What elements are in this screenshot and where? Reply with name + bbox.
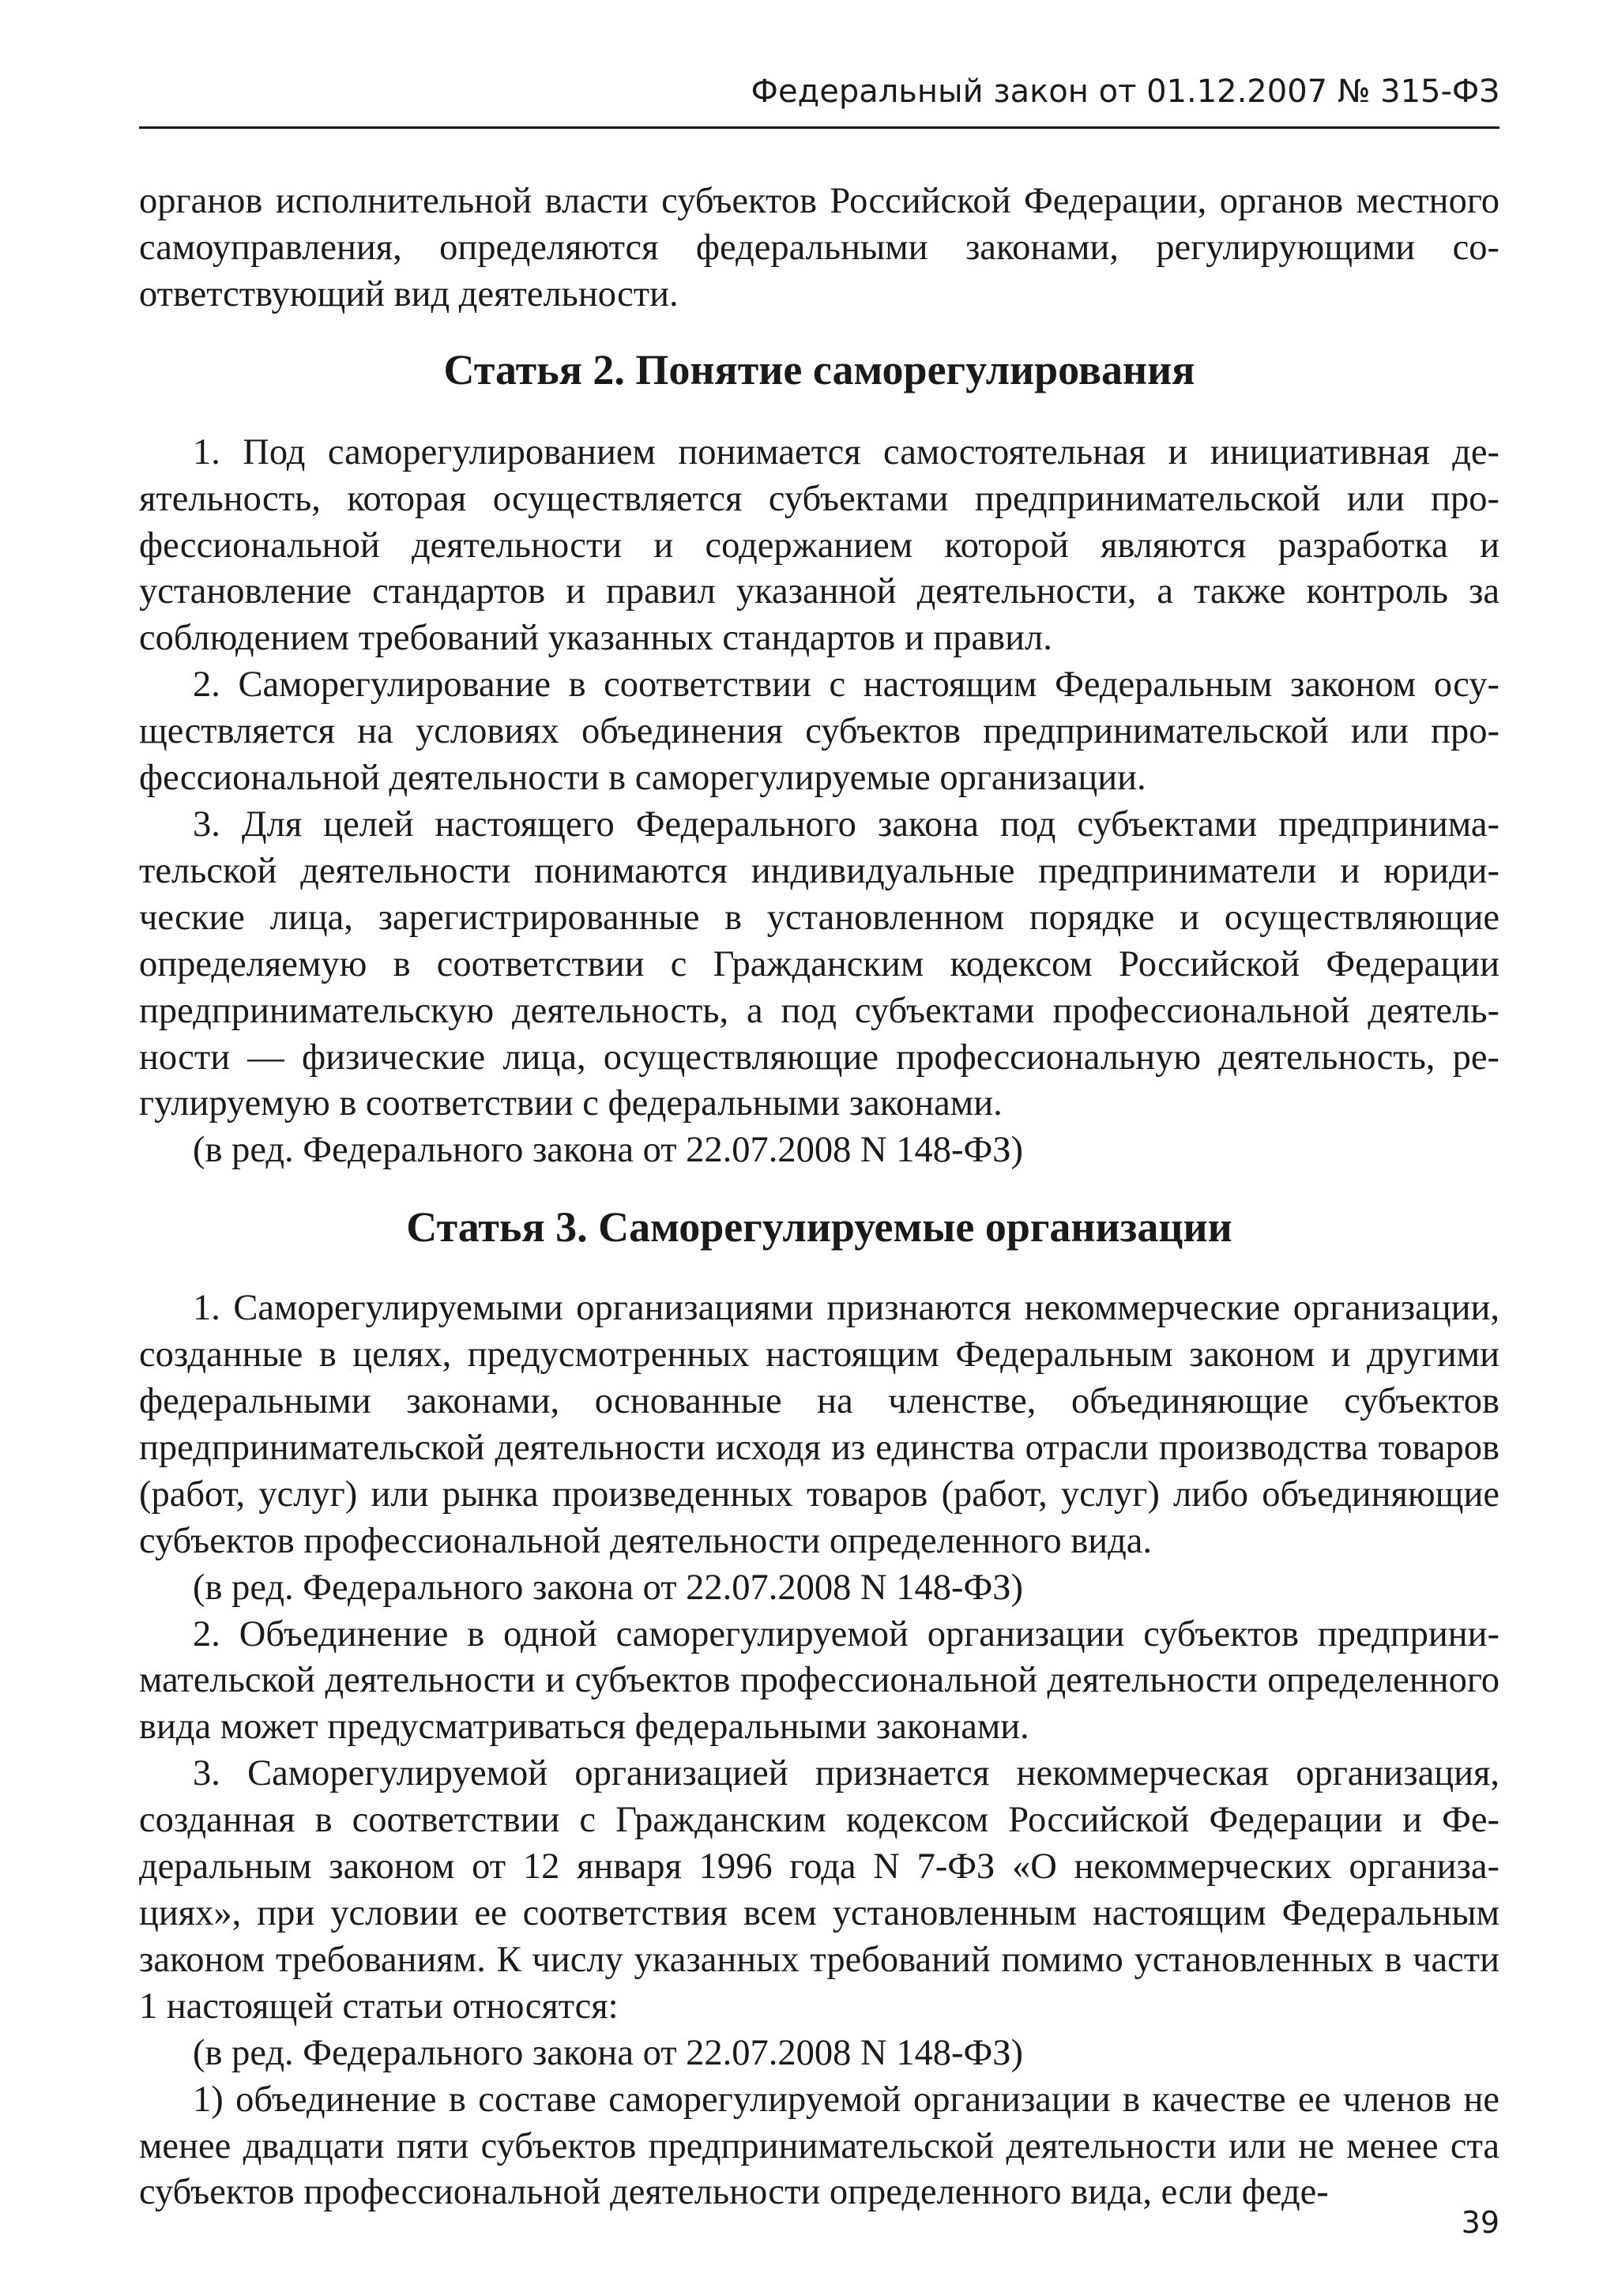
article-2-amendment-note: (в ред. Федерального закона от 22.07.2008 N 148-ФЗ) [193, 1130, 1023, 1171]
article-3-amendment-note-1: (в ред. Федерального закона от 22.07.2008 N 148-ФЗ) [193, 1567, 1023, 1608]
article-3-item-1: 1) объединение в составе саморегулируемой организации в качестве ее членов не менее двадцати пяти субъектов предпринимательской деятельности или не менее ста субъектов профессиональной деятельности определенного вида, если феде- [139, 2079, 1499, 2213]
document-body [139, 179, 1499, 2216]
page-number: 39 [1461, 2205, 1499, 2240]
header-rule [139, 126, 1499, 129]
continuation-paragraph: органов исполнительной власти субъектов Российской Федерации, органов местного самоуправления, определяются федеральными законами, регулирующими соответствующий вид деятельности. [139, 181, 1499, 314]
document-page [139, 0, 1499, 2296]
article-3-heading: Статья 3. Саморегулируемые организации [406, 1203, 1232, 1252]
article-3-amendment-note-2: (в ред. Федерального закона от 22.07.2008 N 148-ФЗ) [193, 2032, 1023, 2073]
article-2-paragraph-3: 3. Для целей настоящего Федерального закона под субъектами предпринимательской деятельности понимаются индивидуальные предприниматели и юридические лица, зарегистрированные в установленном порядке и осуществляющие определяемую в соответствии с Гражданским кодексом Российской Федерации предпринимательскую деятельность, а под субъектами профессиональной деятельности — физические лица, осуществляющие профессиональную деятельность, регулируемую в соответствии с федеральными законами. [139, 804, 1499, 1124]
article-2-paragraph-1: 1. Под саморегулированием понимается самостоятельная и инициативная деятельность, которая осуществляется субъектами предпринимательской или профессиональной деятельности и содержанием которой являются разработка и установление стандартов и правил указанной деятельности, а также контроль за соблюдением требований указанных стандартов и правил. [139, 431, 1499, 659]
article-2-paragraph-2: 2. Саморегулирование в соответствии с настоящим Федеральным законом осуществляется на условиях объединения субъектов предпринимательской или профессиональной деятельности в саморегулируемые организации. [139, 664, 1499, 799]
article-3-paragraph-2: 2. Объединение в одной саморегулируемой организации субъектов предпринимательской деятельности и субъектов профессиональной деятельности определенного вида может предусматриваться федеральными законами. [139, 1613, 1499, 1748]
running-header: Федеральный закон от 01.12.2007 № 315-ФЗ [751, 73, 1499, 110]
article-3-paragraph-1: 1. Саморегулируемыми организациями признаются некоммерческие организации, созданные в целях, предусмотренных настоящим Федеральным законом и другими федеральными законами, основанные на членстве, объединяющие субъектов предпринимательской деятельности исходя из единства отрасли производства товаров (работ, услуг) или рынка произведенных товаров (работ, услуг) либо объединяющие субъектов профессиональной деятельности определенного вида. [139, 1288, 1499, 1561]
article-3-paragraph-3: 3. Саморегулируемой организацией признается некоммерческая организация, созданная в соответствии с Гражданским кодексом Российской Федерации и Федеральным законом от 12 января 1996 года N 7-ФЗ «О некоммерческих организациях», при условии ее соответствия всем установленным настоящим Федеральным законом требованиям. К числу указанных требований помимо установленных в части 1 настоящей статьи относятся: [139, 1753, 1499, 2027]
article-2-heading: Статья 2. Понятие саморегулирования [443, 345, 1195, 393]
